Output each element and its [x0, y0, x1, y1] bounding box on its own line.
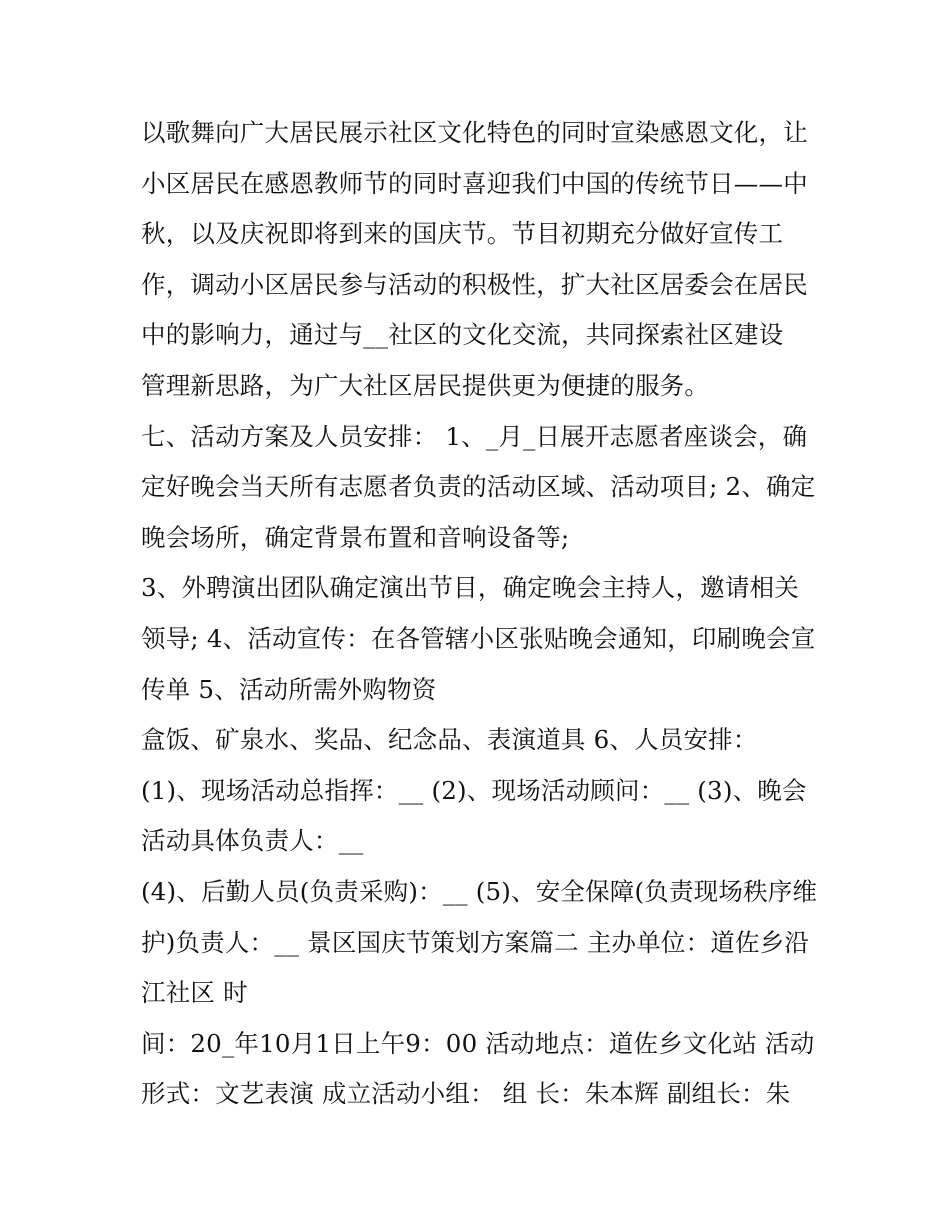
- text-line: 盒饭、矿泉水、奖品、纪念品、表演道具 6、人员安排：: [141, 725, 758, 755]
- text-line: 江社区 时: [141, 978, 248, 1008]
- text-line: 以歌舞向广大居民展示社区文化特色的同时宣染感恩文化，让: [141, 118, 808, 147]
- text-line: (4)、后勤人员(负责采购)：__ (5)、安全保障(负责现场秩序维: [141, 876, 818, 906]
- text-line: 形式：文艺表演 成立活动小组： 组 长：朱本辉 副组长：朱: [141, 1079, 791, 1109]
- text-line: 秋，以及庆祝即将到来的国庆节。节目初期充分做好宣传工: [141, 219, 784, 249]
- text-line: 护)负责人：__ 景区国庆节策划方案篇二 主办单位：道佐乡沿: [141, 927, 810, 957]
- text-line: 作，调动小区居民参与活动的积极性，扩大社区居委会在居民: [141, 269, 808, 299]
- text-line: 中的影响力，通过与__社区的文化交流，共同探索社区建设: [141, 320, 784, 350]
- text-line: 活动具体负责人：__: [141, 826, 364, 856]
- text-line: 七、活动方案及人员安排： 1、_月_日展开志愿者座谈会，确: [141, 421, 808, 451]
- text-line: 间：20_年10月1日上午9：00 活动地点：道佐乡文化站 活动: [141, 1028, 815, 1058]
- text-line: 3、外聘演出团队确定演出节目，确定晚会主持人，邀请相关: [141, 573, 799, 603]
- text-line: 管理新思路，为广大社区居民提供更为便捷的服务。: [141, 370, 710, 400]
- text-line: 小区居民在感恩教师节的同时喜迎我们中国的传统节日——中: [141, 168, 808, 198]
- text-line: 定好晚会当天所有志愿者负责的活动区域、活动项目; 2、确定: [141, 472, 816, 502]
- document-body: [141, 108, 831, 1120]
- text-line: 晚会场所，确定背景布置和音响设备等;: [141, 522, 570, 552]
- text-line: (1)、现场活动总指挥：__ (2)、现场活动顾问：__ (3)、晚会: [141, 775, 807, 805]
- text-line: 领导; 4、活动宣传：在各管辖小区张贴晚会通知，印刷晚会宣: [141, 623, 816, 653]
- text-line: 传单 5、活动所需外购物资: [141, 674, 437, 704]
